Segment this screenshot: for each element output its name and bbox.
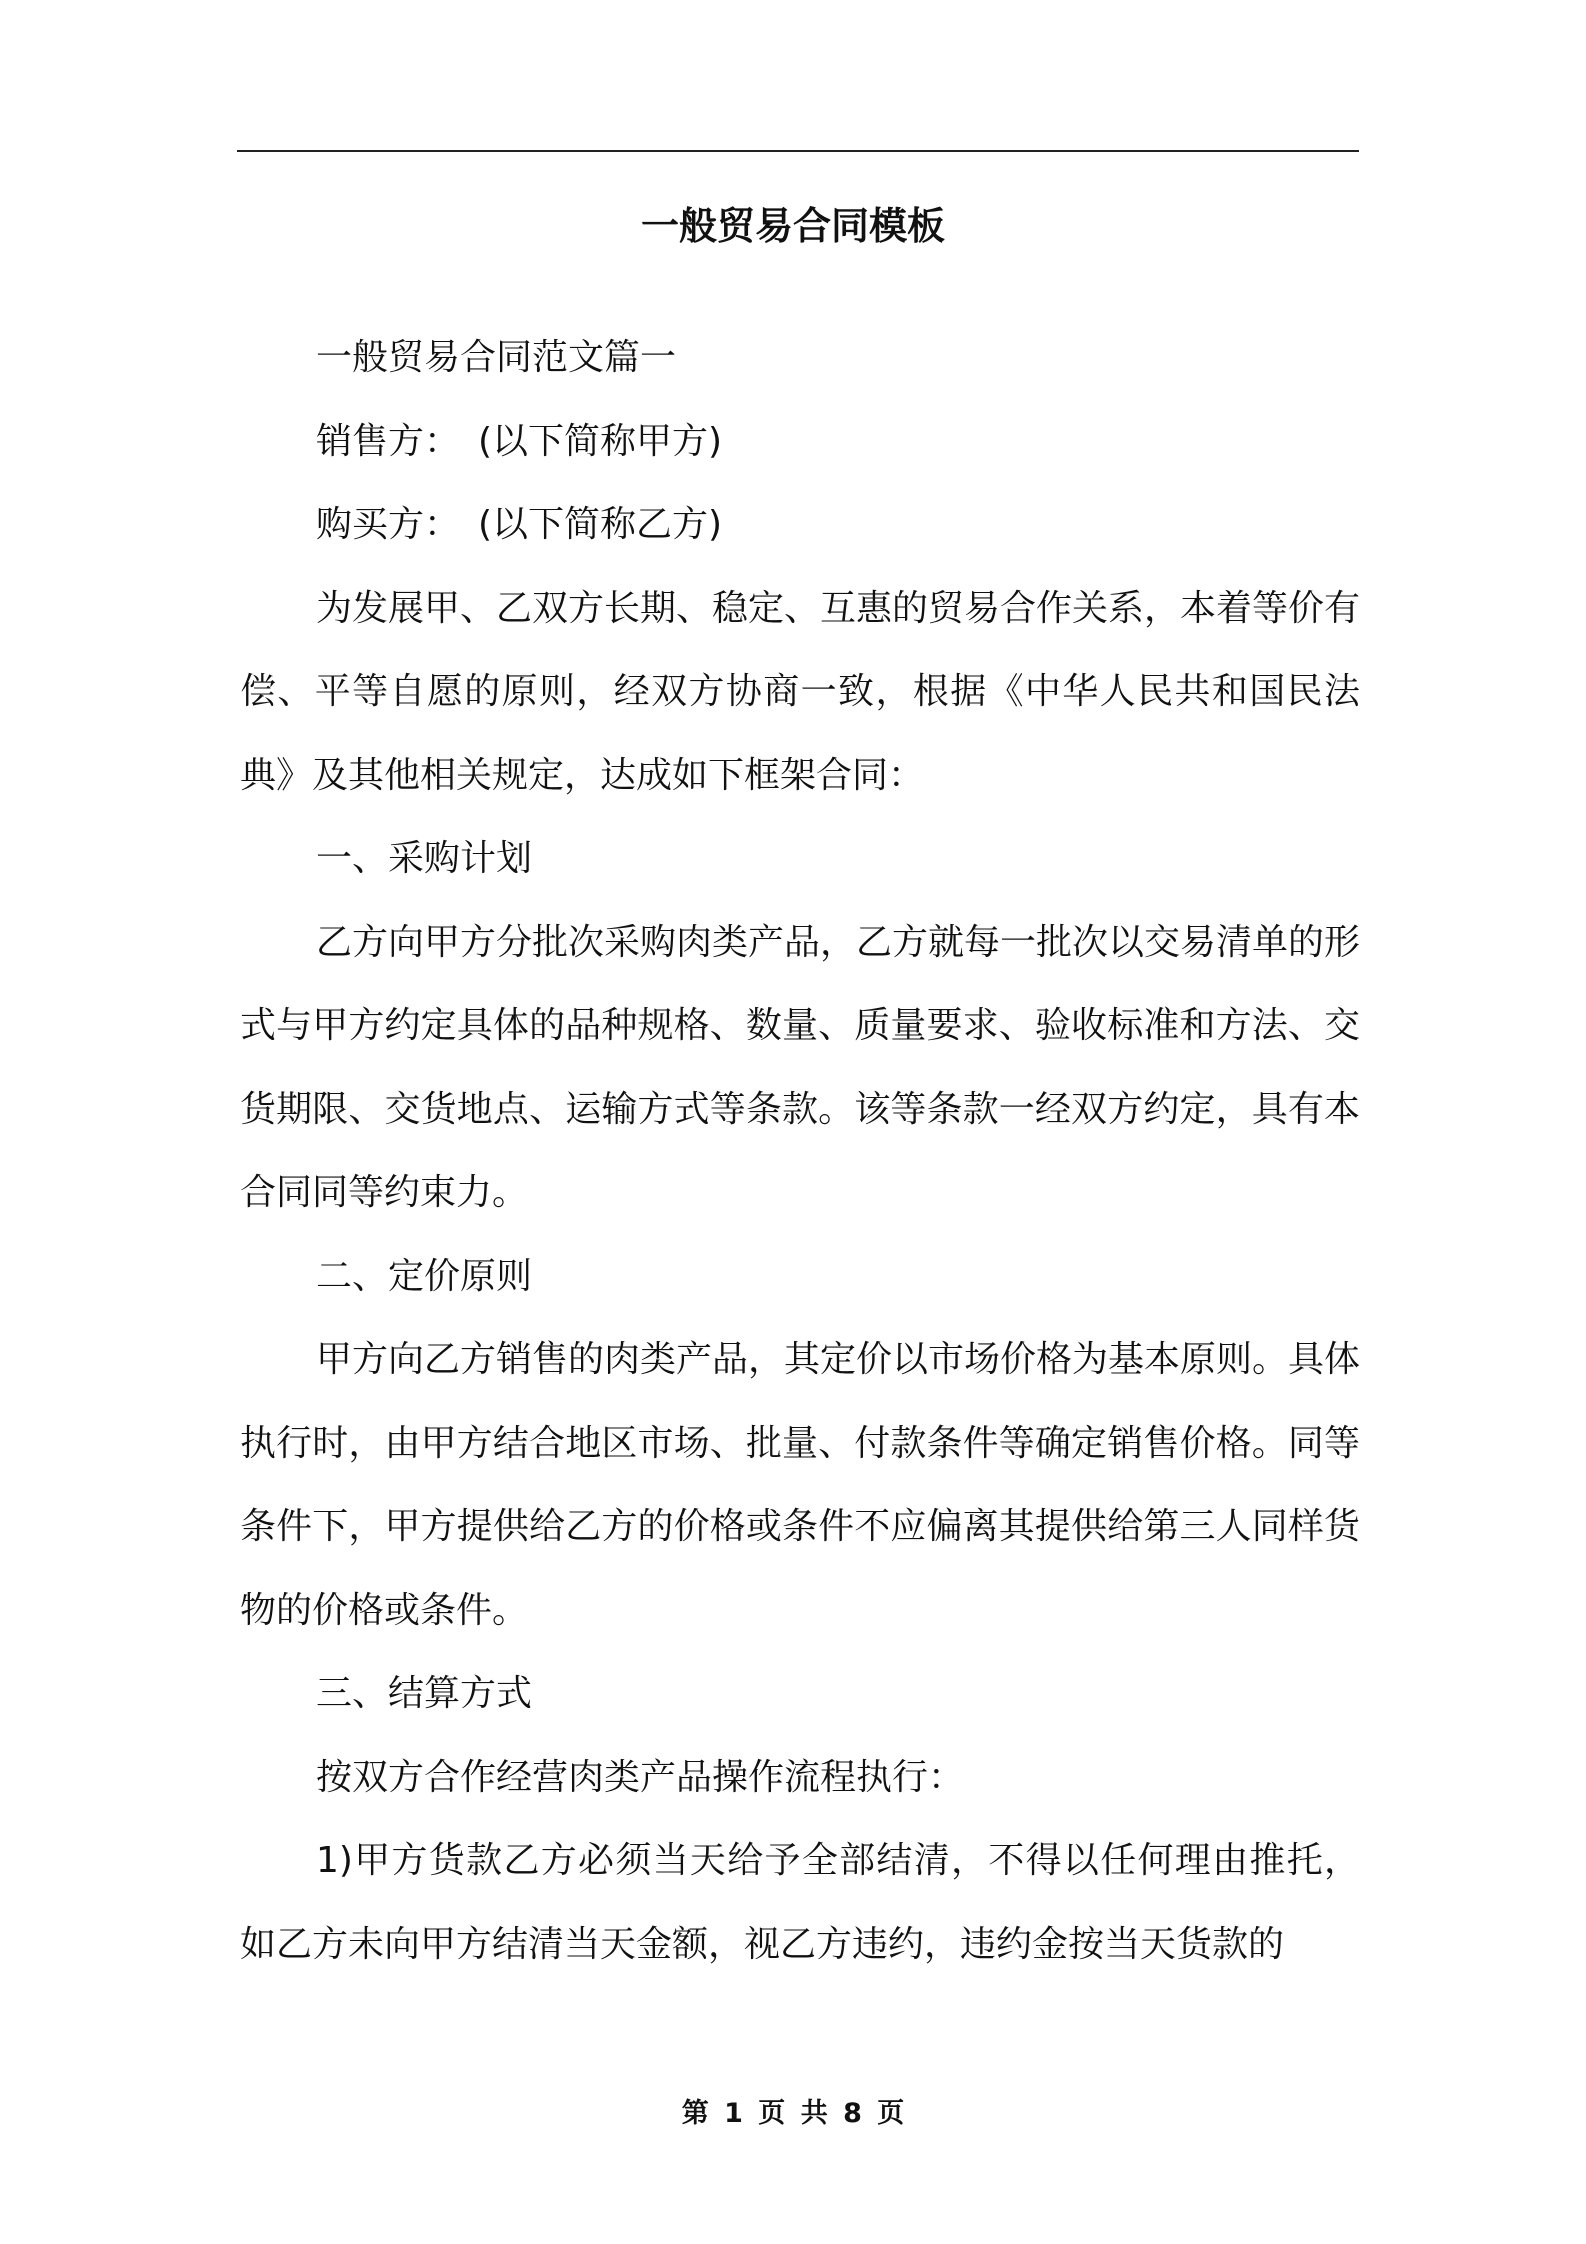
buyer-line: 购买方： (以下简称乙方) — [316, 504, 723, 545]
section-heading: 一般贸易合同范文篇一 — [316, 337, 677, 378]
clause-heading-purchase-plan: 一、采购计划 — [316, 838, 533, 879]
seller-line: 销售方： (以下简称甲方) — [316, 420, 723, 462]
page-indicator: 第 1 页 共 8 页 — [681, 2098, 905, 2129]
header-rule — [237, 150, 1359, 152]
document-title: 一般贸易合同模板 — [640, 204, 945, 248]
clause-heading-pricing: 二、定价原则 — [316, 1255, 533, 1297]
preamble-paragraph: 为发展甲、乙双方长期、稳定、互惠的贸易合作关系，本着等价有偿、平等自愿的原则，经双方协商一致，根据《中华人民共和国民法典》及其他相关规定，达成如下框架合同： — [240, 587, 1361, 796]
pricing-paragraph: 甲方向乙方销售的肉类产品，其定价以市场价格为基本原则。具体执行时，由甲方结合地区市场、批量、付款条件等确定销售价格。同等条件下，甲方提供给乙方的价格或条件不应偏离其提供给第三人同样货物的价格或条件。 — [240, 1339, 1361, 1631]
document-body — [240, 316, 1360, 1986]
settlement-item-1: 1)甲方货款乙方必须当天给予全部结清，不得以任何理由推托，如乙方未向甲方结清当天金额，视乙方违约，违约金按当天货款的 — [240, 1840, 1360, 1965]
clause-heading-settlement: 三、结算方式 — [316, 1673, 533, 1714]
purchase-plan-paragraph: 乙方向甲方分批次采购肉类产品，乙方就每一批次以交易清单的形式与甲方约定具体的品种规格、数量、质量要求、验收标准和方法、交货期限、交货地点、运输方式等条款。该等条款一经双方约定，具有本合同同等约束力。 — [240, 921, 1361, 1213]
settlement-intro: 按双方合作经营肉类产品操作流程执行： — [316, 1756, 965, 1798]
